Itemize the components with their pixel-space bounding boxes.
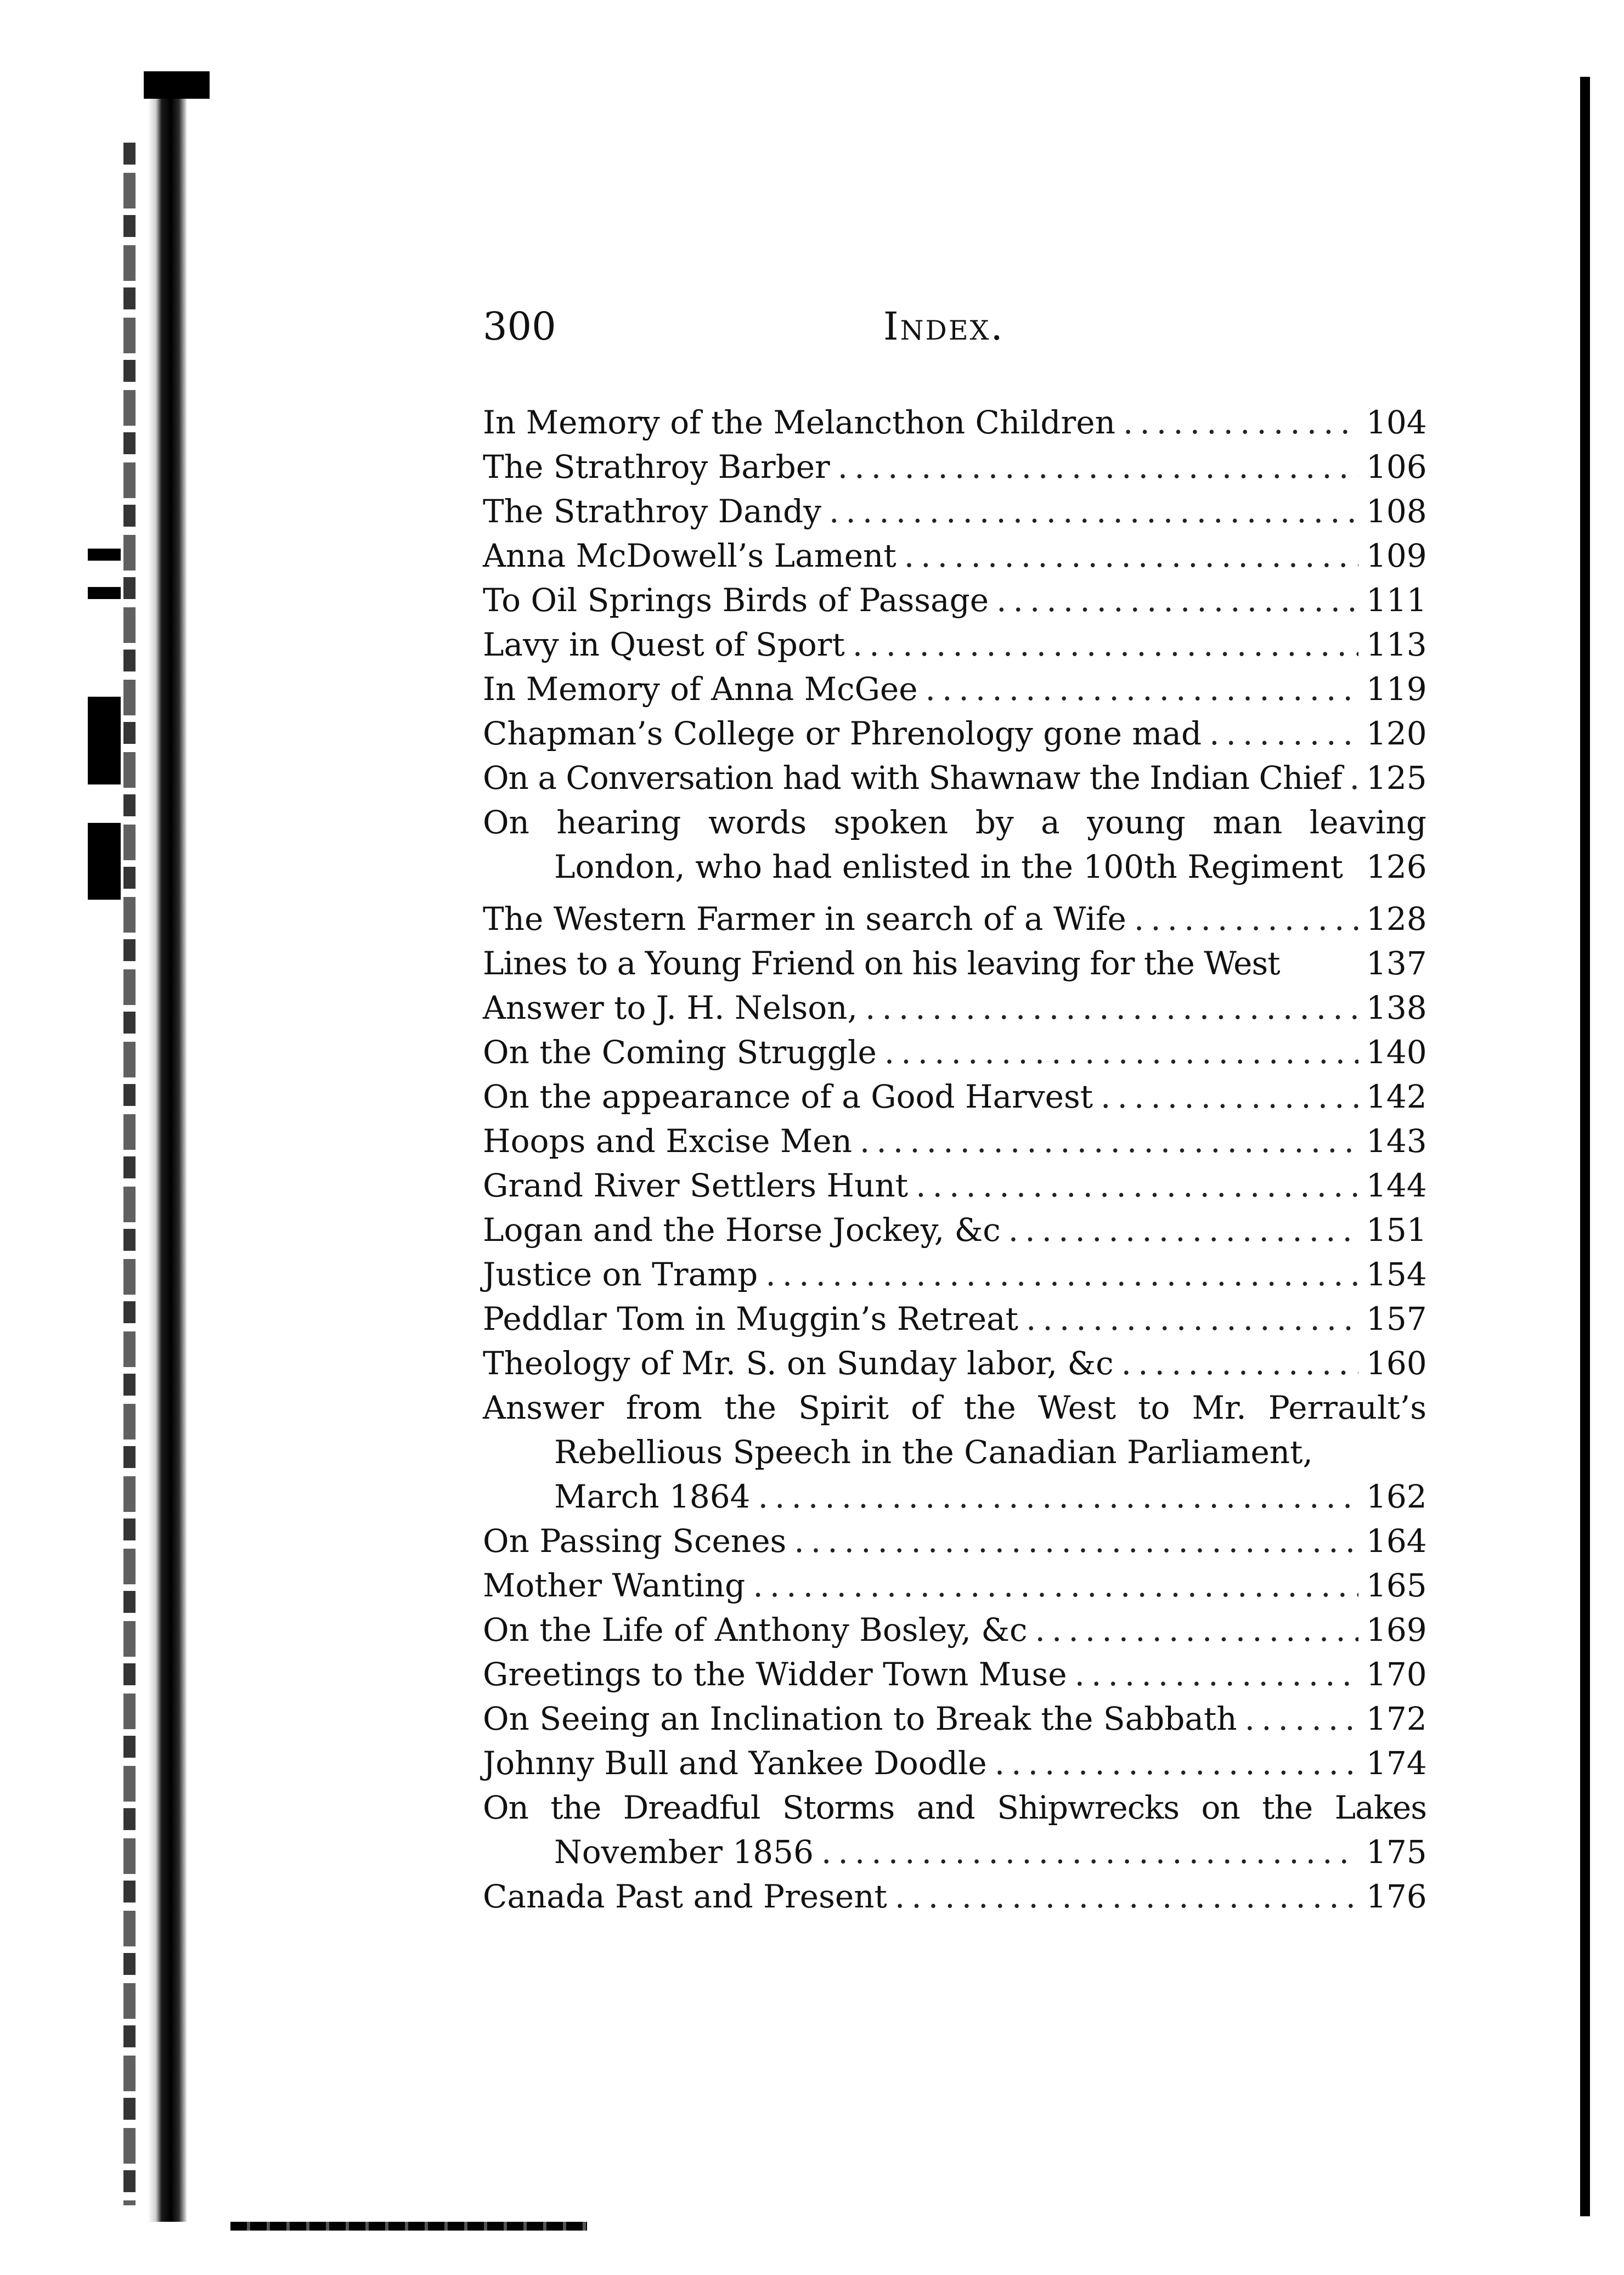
dot-leader xyxy=(794,1519,1358,1563)
entry-page: 169 xyxy=(1366,1611,1427,1649)
entry-title: Hoops and Excise Men xyxy=(483,1122,852,1160)
entry-title: On Passing Scenes xyxy=(483,1522,787,1560)
index-entry xyxy=(483,1741,1426,1786)
dot-leader xyxy=(821,1830,1358,1875)
index-entry xyxy=(483,1119,1426,1164)
entry-title: Greetings to the Widder Town Muse xyxy=(483,1656,1067,1693)
entry-title: Chapman’s College or Phrenology gone mad xyxy=(483,715,1202,752)
entry-page: 140 xyxy=(1366,1034,1427,1071)
entry-page: 137 xyxy=(1366,945,1427,982)
running-title: Index. xyxy=(883,304,1005,349)
entry-page: 142 xyxy=(1366,1078,1427,1115)
index-entry-continuation xyxy=(483,1830,1426,1875)
entry-title: On the appearance of a Good Harvest xyxy=(483,1078,1093,1115)
dot-leader xyxy=(1035,1608,1359,1652)
dot-leader xyxy=(1123,400,1358,445)
scan-edge-corner xyxy=(144,71,210,99)
index-entry xyxy=(483,897,1426,941)
dot-leader xyxy=(884,1030,1358,1075)
index-entry xyxy=(483,1875,1426,1919)
dot-leader xyxy=(1101,1075,1358,1119)
dot-leader xyxy=(995,1741,1358,1786)
dot-leader xyxy=(758,1475,1358,1519)
entry-title: On the Life of Anthony Bosley, &c xyxy=(483,1611,1028,1649)
dot-leader xyxy=(865,986,1358,1030)
entry-title: Johnny Bull and Yankee Doodle xyxy=(483,1745,987,1782)
entry-title: On hearing words spoken by a young man leaving xyxy=(483,804,1426,841)
entry-page: 162 xyxy=(1366,1478,1427,1515)
entry-page: 164 xyxy=(1366,1522,1427,1560)
entry-title: Justice on Tramp xyxy=(483,1256,758,1293)
index-entry xyxy=(483,941,1426,986)
entry-title: Mother Wanting xyxy=(483,1567,746,1604)
index-entry xyxy=(483,1608,1426,1652)
entry-page: 126 xyxy=(1366,848,1427,885)
dot-leader xyxy=(1350,756,1358,800)
entry-title: Logan and the Horse Jockey, &c xyxy=(483,1211,1001,1249)
entry-page: 170 xyxy=(1366,1656,1427,1693)
entry-page: 109 xyxy=(1366,537,1427,574)
scan-edge-shadow xyxy=(123,143,136,2205)
entry-title: On a Conversation had with Shawnaw the Indian Chief xyxy=(483,759,1342,797)
entry-title: Grand River Settlers Hunt xyxy=(483,1167,909,1204)
dot-leader xyxy=(1121,1341,1358,1386)
entry-title: To Oil Springs Birds of Passage xyxy=(483,582,989,619)
dot-leader xyxy=(996,578,1358,623)
index-entry xyxy=(483,1208,1426,1252)
dot-leader xyxy=(829,489,1358,534)
dot-leader xyxy=(1026,1297,1358,1341)
entry-title: Answer from the Spirit of the West to Mr. Perrault’s xyxy=(483,1389,1426,1426)
entry-title: The Strathroy Dandy xyxy=(483,493,821,530)
index-entry xyxy=(483,1652,1426,1697)
entry-title: Canada Past and Present xyxy=(483,1878,887,1915)
entry-title: On Seeing an Inclination to Break the Sabbath xyxy=(483,1700,1237,1737)
entry-page: 174 xyxy=(1366,1745,1427,1782)
dot-leader xyxy=(838,445,1358,489)
entry-title: The Western Farmer in search of a Wife xyxy=(483,900,1126,938)
index-entry xyxy=(483,1164,1426,1208)
index-entry-continuation xyxy=(483,1475,1426,1519)
entry-title: London, who had enlisted in the 100th Regiment xyxy=(554,848,1343,885)
dot-leader xyxy=(1008,1208,1358,1252)
dot-leader xyxy=(765,1252,1358,1297)
index-entry-continuation xyxy=(483,1430,1426,1475)
entry-page: 175 xyxy=(1366,1833,1427,1871)
entry-page: 138 xyxy=(1366,989,1427,1026)
index-list xyxy=(483,400,1426,1919)
entry-title: Peddlar Tom in Muggin’s Retreat xyxy=(483,1300,1018,1337)
entry-title: Answer to J. H. Nelson, xyxy=(483,989,858,1026)
entry-page: 151 xyxy=(1366,1211,1427,1249)
dot-leader xyxy=(1075,1652,1358,1697)
index-entry xyxy=(483,400,1426,445)
entry-page: 111 xyxy=(1366,582,1427,619)
entry-page: 172 xyxy=(1366,1700,1427,1737)
index-entry-heading xyxy=(483,800,1426,845)
index-entry xyxy=(483,756,1426,800)
entry-page: 120 xyxy=(1366,715,1427,752)
entry-title: March 1864 xyxy=(554,1478,751,1515)
entry-page: 144 xyxy=(1366,1167,1427,1204)
entry-title: Anna McDowell’s Lament xyxy=(483,537,896,574)
book-page xyxy=(483,285,1448,2041)
scan-mark xyxy=(88,549,121,561)
entry-page: 106 xyxy=(1366,448,1427,486)
index-entry xyxy=(483,489,1426,534)
entry-page: 119 xyxy=(1366,670,1427,708)
index-entry xyxy=(483,667,1426,712)
index-entry xyxy=(483,1030,1426,1075)
index-entry xyxy=(483,1519,1426,1563)
dot-leader xyxy=(1209,712,1358,756)
entry-title: The Strathroy Barber xyxy=(483,448,830,486)
book-spine-edge xyxy=(148,82,187,2222)
index-entry xyxy=(483,1075,1426,1119)
entry-page: 154 xyxy=(1366,1256,1427,1293)
index-entry xyxy=(483,445,1426,489)
page-bottom-edge xyxy=(230,2222,587,2231)
dot-leader xyxy=(753,1563,1358,1608)
entry-title: Lines to a Young Friend on his leaving for the West xyxy=(483,945,1280,982)
entry-title: November 1856 xyxy=(554,1833,814,1871)
dot-leader xyxy=(860,1119,1358,1164)
dot-leader xyxy=(926,667,1358,712)
index-entry xyxy=(483,712,1426,756)
dot-leader xyxy=(1245,1697,1358,1741)
entry-page: 128 xyxy=(1366,900,1427,938)
index-entry xyxy=(483,623,1426,667)
index-entry-heading xyxy=(483,1786,1426,1830)
entry-title: On the Coming Struggle xyxy=(483,1034,877,1071)
page-right-edge xyxy=(1580,77,1590,2216)
index-entry xyxy=(483,1341,1426,1386)
index-entry xyxy=(483,986,1426,1030)
entry-page: 160 xyxy=(1366,1345,1427,1382)
entry-page: 113 xyxy=(1366,626,1427,663)
entry-title: Lavy in Quest of Sport xyxy=(483,626,845,663)
entry-title: In Memory of Anna McGee xyxy=(483,670,918,708)
entry-title: Rebellious Speech in the Canadian Parliament, xyxy=(554,1433,1313,1471)
index-entry xyxy=(483,1252,1426,1297)
entry-page: 143 xyxy=(1366,1122,1427,1160)
dot-leader xyxy=(895,1875,1358,1919)
index-entry xyxy=(483,1563,1426,1608)
entry-page: 104 xyxy=(1366,404,1427,441)
index-entry-continuation xyxy=(483,845,1426,889)
entry-title: Theology of Mr. S. on Sunday labor, &c xyxy=(483,1345,1114,1382)
scan-mark xyxy=(88,697,121,784)
page-header xyxy=(483,296,1448,357)
index-entry xyxy=(483,1297,1426,1341)
dot-leader xyxy=(1134,897,1358,941)
entry-page: 157 xyxy=(1366,1300,1427,1337)
entry-title: On the Dreadful Storms and Shipwrecks on the Lakes xyxy=(483,1789,1426,1826)
index-entry xyxy=(483,1697,1426,1741)
index-entry xyxy=(483,578,1426,623)
entry-page: 108 xyxy=(1366,493,1427,530)
page-number: 300 xyxy=(483,304,556,349)
entry-page: 165 xyxy=(1366,1567,1427,1604)
entry-title: In Memory of the Melancthon Children xyxy=(483,404,1115,441)
entry-page: 125 xyxy=(1366,759,1427,797)
dot-leader xyxy=(904,534,1358,578)
index-entry-heading xyxy=(483,1386,1426,1430)
dot-leader xyxy=(853,623,1358,667)
scan-mark xyxy=(88,587,121,599)
index-entry xyxy=(483,534,1426,578)
scan-mark xyxy=(88,823,121,900)
entry-page: 176 xyxy=(1366,1878,1427,1915)
dot-leader xyxy=(916,1164,1358,1208)
